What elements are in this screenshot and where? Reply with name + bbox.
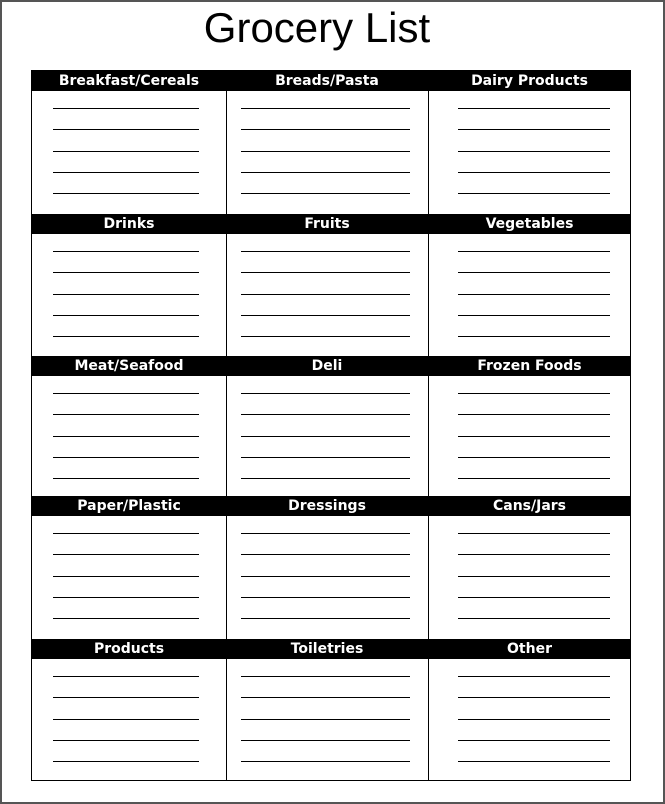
write-in-line [241, 719, 410, 720]
write-in-line [53, 576, 199, 577]
write-in-line [53, 272, 199, 273]
section-title: Frozen Foods [477, 358, 582, 374]
write-in-line [241, 740, 410, 741]
section-title: Toiletries [290, 641, 364, 657]
write-in-line [458, 478, 610, 479]
write-in-line [458, 393, 610, 394]
section-title: Meat/Seafood [74, 358, 184, 374]
write-in-line [458, 336, 610, 337]
write-in-line [53, 151, 199, 152]
write-in-line [458, 554, 610, 555]
write-in-line [458, 172, 610, 173]
write-in-line [458, 315, 610, 316]
section-title: Paper/Plastic [77, 498, 181, 514]
write-in-line [53, 414, 199, 415]
write-in-line [53, 618, 199, 619]
write-in-line [53, 436, 199, 437]
write-in-line [53, 719, 199, 720]
write-in-line [241, 533, 410, 534]
write-in-line [241, 129, 410, 130]
write-in-line [241, 393, 410, 394]
section-header-bar [32, 71, 630, 91]
write-in-line [241, 315, 410, 316]
grocery-grid [31, 70, 631, 781]
section-title: Deli [311, 358, 343, 374]
write-in-line [53, 108, 199, 109]
write-in-line [241, 272, 410, 273]
write-in-line [241, 554, 410, 555]
section-header-bar [32, 356, 630, 376]
write-in-line [53, 478, 199, 479]
write-in-line [53, 294, 199, 295]
write-in-line [53, 533, 199, 534]
write-in-line [53, 172, 199, 173]
write-in-line [241, 151, 410, 152]
write-in-line [458, 676, 610, 677]
column-divider [428, 71, 429, 780]
section-title: Products [93, 641, 165, 657]
section-title: Fruits [304, 216, 350, 232]
section-title: Cans/Jars [492, 498, 567, 514]
write-in-line [53, 554, 199, 555]
column-divider [226, 71, 227, 780]
write-in-line [458, 457, 610, 458]
write-in-line [458, 414, 610, 415]
write-in-line [241, 193, 410, 194]
section-title: Vegetables [485, 216, 574, 232]
write-in-line [458, 740, 610, 741]
write-in-line [458, 129, 610, 130]
write-in-line [53, 336, 199, 337]
write-in-line [53, 129, 199, 130]
write-in-line [53, 251, 199, 252]
write-in-line [241, 251, 410, 252]
write-in-line [53, 697, 199, 698]
write-in-line [53, 761, 199, 762]
write-in-line [241, 618, 410, 619]
write-in-line [458, 151, 610, 152]
section-title: Drinks [103, 216, 155, 232]
write-in-line [53, 193, 199, 194]
write-in-line [458, 272, 610, 273]
section-header-bar [32, 639, 630, 659]
write-in-line [241, 436, 410, 437]
write-in-line [458, 576, 610, 577]
write-in-line [458, 618, 610, 619]
section-header-bar [32, 496, 630, 516]
write-in-line [53, 457, 199, 458]
section-title: Other [507, 641, 552, 657]
write-in-line [241, 576, 410, 577]
section-title: Dairy Products [471, 73, 588, 89]
write-in-line [53, 740, 199, 741]
section-title: Dressings [288, 498, 366, 514]
write-in-line [458, 697, 610, 698]
write-in-line [241, 478, 410, 479]
write-in-line [458, 597, 610, 598]
write-in-line [241, 294, 410, 295]
write-in-line [53, 315, 199, 316]
write-in-line [458, 193, 610, 194]
write-in-line [241, 414, 410, 415]
write-in-line [241, 761, 410, 762]
write-in-line [458, 294, 610, 295]
write-in-line [241, 597, 410, 598]
write-in-line [241, 676, 410, 677]
write-in-line [241, 457, 410, 458]
write-in-line [241, 108, 410, 109]
section-header-bar [32, 214, 630, 234]
write-in-line [458, 436, 610, 437]
write-in-line [458, 761, 610, 762]
write-in-line [53, 393, 199, 394]
write-in-line [458, 251, 610, 252]
section-title: Breads/Pasta [275, 73, 379, 89]
page-title: Grocery List [203, 4, 431, 51]
write-in-line [241, 336, 410, 337]
write-in-line [53, 676, 199, 677]
write-in-line [458, 719, 610, 720]
write-in-line [53, 597, 199, 598]
write-in-line [241, 697, 410, 698]
write-in-line [241, 172, 410, 173]
section-title: Breakfast/Cereals [58, 73, 200, 89]
write-in-line [458, 533, 610, 534]
write-in-line [458, 108, 610, 109]
